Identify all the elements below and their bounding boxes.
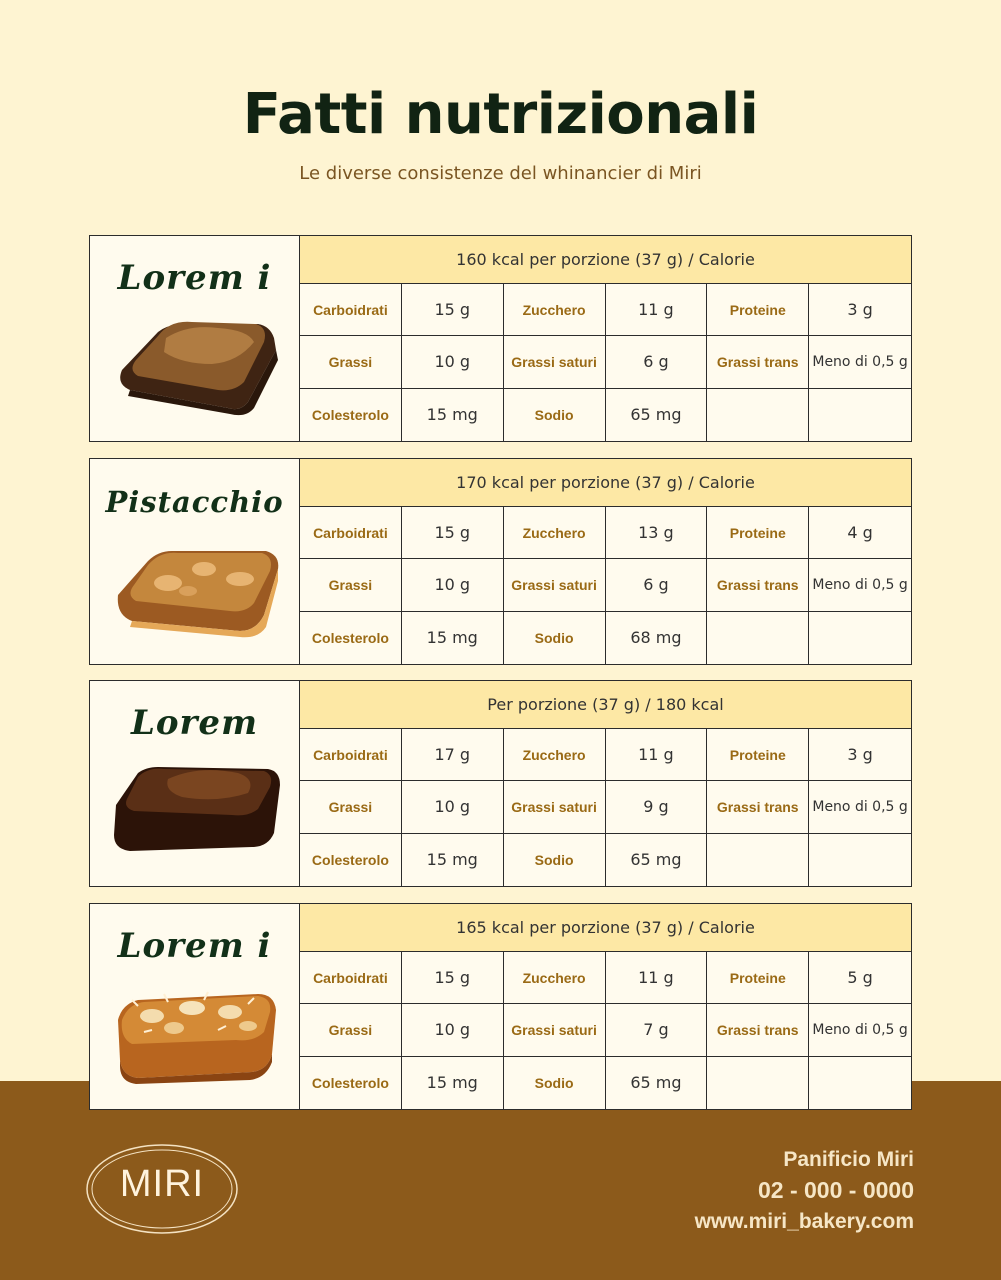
cholesterol-value: 15 mg	[402, 1057, 504, 1109]
calories-header: 160 kcal per porzione (37 g) / Calorie	[300, 236, 911, 284]
sat-fat-label: Grassi saturi	[504, 1004, 606, 1056]
contact-info	[695, 1144, 914, 1237]
calories-header: 170 kcal per porzione (37 g) / Calorie	[300, 459, 911, 507]
product-name: Lorem	[130, 703, 259, 743]
cholesterol-value: 15 mg	[402, 612, 504, 664]
sodium-value: 68 mg	[606, 612, 708, 664]
sugar-value: 11 g	[606, 952, 708, 1004]
cholesterol-value: 15 mg	[402, 834, 504, 886]
fat-value: 10 g	[402, 1004, 504, 1056]
sugar-value: 13 g	[606, 507, 708, 559]
sugar-label: Zucchero	[504, 507, 606, 559]
empty-cell	[809, 389, 911, 441]
sat-fat-value: 6 g	[606, 336, 708, 388]
sodium-label: Sodio	[504, 834, 606, 886]
trans-fat-label: Grassi trans	[707, 1004, 809, 1056]
fat-label: Grassi	[300, 1004, 402, 1056]
product-name: Lorem i	[117, 258, 272, 298]
almond-financier-cake-icon	[108, 980, 284, 1084]
cholesterol-label: Colesterolo	[300, 1057, 402, 1109]
protein-value: 3 g	[809, 729, 911, 781]
sat-fat-value: 7 g	[606, 1004, 708, 1056]
fat-value: 10 g	[402, 336, 504, 388]
protein-label: Proteine	[707, 507, 809, 559]
fat-value: 10 g	[402, 559, 504, 611]
page-subtitle: Le diverse consistenze del whinancier di Miri	[299, 163, 702, 184]
carb-value: 17 g	[402, 729, 504, 781]
trans-fat-value: Meno di 0,5 g	[809, 781, 911, 833]
product-panel	[90, 459, 300, 664]
fat-value: 10 g	[402, 781, 504, 833]
trans-fat-value: Meno di 0,5 g	[809, 336, 911, 388]
empty-cell	[809, 834, 911, 886]
trans-fat-value: Meno di 0,5 g	[809, 559, 911, 611]
nutrition-table	[300, 284, 911, 441]
protein-label: Proteine	[707, 952, 809, 1004]
protein-value: 3 g	[809, 284, 911, 336]
bakery-name: Panificio Miri	[783, 1148, 914, 1171]
carb-label: Carboidrati	[300, 952, 402, 1004]
fat-label: Grassi	[300, 336, 402, 388]
sugar-label: Zucchero	[504, 284, 606, 336]
logo-text: MIRI	[119, 1163, 205, 1205]
calories-header: Per porzione (37 g) / 180 kcal	[300, 681, 911, 729]
nutrition-card	[89, 903, 912, 1110]
sat-fat-value: 9 g	[606, 781, 708, 833]
carb-value: 15 g	[402, 284, 504, 336]
protein-label: Proteine	[707, 284, 809, 336]
page-title: Fatti nutrizionali	[242, 82, 759, 147]
product-name: Pistacchio	[105, 485, 284, 519]
cholesterol-label: Colesterolo	[300, 612, 402, 664]
nutrition-table	[300, 729, 911, 886]
fat-label: Grassi	[300, 781, 402, 833]
phone-number: 02 - 000 - 0000	[757, 1177, 914, 1203]
sugar-label: Zucchero	[504, 952, 606, 1004]
sat-fat-label: Grassi saturi	[504, 336, 606, 388]
pistachio-financier-cake-icon	[108, 535, 284, 639]
protein-label: Proteine	[707, 729, 809, 781]
sugar-label: Zucchero	[504, 729, 606, 781]
nutrition-card	[89, 458, 912, 665]
sodium-label: Sodio	[504, 389, 606, 441]
nutrition-table	[300, 952, 911, 1109]
carb-label: Carboidrati	[300, 729, 402, 781]
sodium-value: 65 mg	[606, 834, 708, 886]
trans-fat-value: Meno di 0,5 g	[809, 1004, 911, 1056]
carb-value: 15 g	[402, 952, 504, 1004]
calories-header: 165 kcal per porzione (37 g) / Calorie	[300, 904, 911, 952]
carb-label: Carboidrati	[300, 284, 402, 336]
sugar-value: 11 g	[606, 284, 708, 336]
product-panel	[90, 904, 300, 1109]
trans-fat-label: Grassi trans	[707, 781, 809, 833]
chocolate-financier-cake-icon	[108, 757, 284, 861]
empty-cell	[707, 389, 809, 441]
product-panel	[90, 681, 300, 886]
cholesterol-label: Colesterolo	[300, 834, 402, 886]
empty-cell	[809, 612, 911, 664]
trans-fat-label: Grassi trans	[707, 559, 809, 611]
empty-cell	[707, 834, 809, 886]
empty-cell	[707, 612, 809, 664]
sat-fat-label: Grassi saturi	[504, 559, 606, 611]
sodium-value: 65 mg	[606, 1057, 708, 1109]
product-panel	[90, 236, 300, 441]
nutrition-card	[89, 680, 912, 887]
sodium-label: Sodio	[504, 1057, 606, 1109]
cholesterol-value: 15 mg	[402, 389, 504, 441]
trans-fat-label: Grassi trans	[707, 336, 809, 388]
sat-fat-label: Grassi saturi	[504, 781, 606, 833]
protein-value: 4 g	[809, 507, 911, 559]
protein-value: 5 g	[809, 952, 911, 1004]
website-link[interactable]: www.miri_bakery.com	[694, 1210, 914, 1233]
fat-label: Grassi	[300, 559, 402, 611]
nutrition-card	[89, 235, 912, 442]
cholesterol-label: Colesterolo	[300, 389, 402, 441]
plain-financier-cake-icon	[108, 312, 284, 416]
carb-value: 15 g	[402, 507, 504, 559]
empty-cell	[809, 1057, 911, 1109]
sodium-label: Sodio	[504, 612, 606, 664]
sat-fat-value: 6 g	[606, 559, 708, 611]
nutrition-table	[300, 507, 911, 664]
sugar-value: 11 g	[606, 729, 708, 781]
sodium-value: 65 mg	[606, 389, 708, 441]
empty-cell	[707, 1057, 809, 1109]
product-name: Lorem i	[117, 926, 272, 966]
carb-label: Carboidrati	[300, 507, 402, 559]
